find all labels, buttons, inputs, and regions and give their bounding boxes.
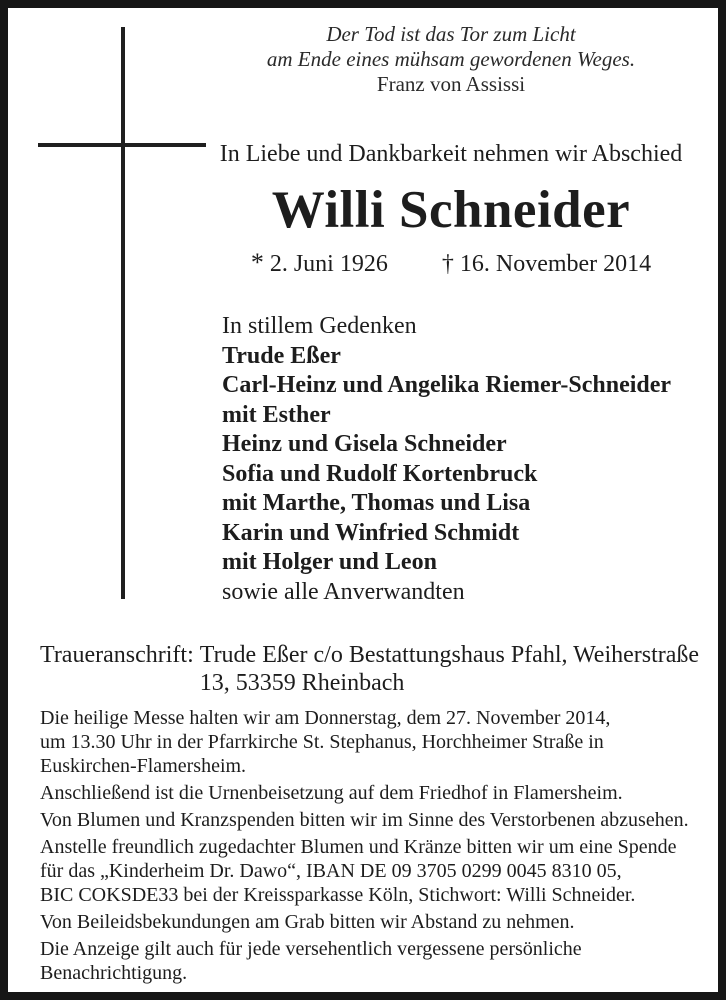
address-line-1: Trude Eßer c/o Bestattungshaus Pfahl, xyxy=(199,642,568,668)
paragraph-mass xyxy=(40,706,689,778)
quote-line-1: Der Tod ist das Tor zum Licht xyxy=(326,22,576,46)
opening-quote xyxy=(176,22,726,97)
mourner-name: Sofia und Rudolf Kortenbruck xyxy=(222,460,538,487)
mourning-heading: In stillem Gedenken xyxy=(222,313,417,339)
mourner-name: mit Marthe, Thomas und Lisa xyxy=(222,490,531,516)
life-dates xyxy=(176,248,726,279)
paragraph-flowers xyxy=(40,808,689,832)
detail-line: Die Anzeige gilt auch für jede versehentlich vergessene persönliche xyxy=(40,938,582,960)
funeral-details xyxy=(40,706,689,988)
detail-line: Von Blumen und Kranzspenden bitten wir im Sinne des Verstorbenen abzusehen. xyxy=(40,809,689,831)
detail-line: für das „Kinderheim Dr. Dawo“, IBAN DE 09 3705 0299 0045 8310 05, xyxy=(40,860,622,882)
address-line-2: Weiherstraße 13, 53359 Rheinbach xyxy=(199,642,700,696)
detail-line: Von Beileidsbekundungen am Grab bitten wir Abstand zu nehmen. xyxy=(40,911,575,933)
detail-line: Anstelle freundlich zugedachter Blumen und Kränze bitten wir um eine Spende xyxy=(40,836,677,858)
detail-line: um 13.30 Uhr in der Pfarrkirche St. Stephanus, Horchheimer Straße in xyxy=(40,731,604,753)
detail-line: Anschließend ist die Urnenbeisetzung auf dem Friedhof in Flamersheim. xyxy=(40,782,623,804)
address-value xyxy=(200,641,718,697)
death-date-text: 16. November 2014 xyxy=(459,251,652,277)
death-dagger-icon: † xyxy=(441,251,454,277)
detail-line: Benachrichtigung. xyxy=(40,962,188,984)
quote-attribution: Franz von Assissi xyxy=(376,72,526,96)
mourner-name: Heinz und Gisela Schneider xyxy=(222,431,507,457)
mourner-name: mit Holger und Leon xyxy=(222,549,437,575)
quote-line-2: am Ende eines mühsam gewordenen Weges. xyxy=(266,47,636,71)
intro-line: In Liebe und Dankbarkeit nehmen wir Abschied xyxy=(219,141,683,167)
mourning-address xyxy=(40,641,718,697)
paragraph-notification xyxy=(40,937,689,985)
cross-icon xyxy=(121,27,125,599)
mourner-name: mit Esther xyxy=(222,401,331,428)
paragraph-burial xyxy=(40,781,689,805)
detail-line: Euskirchen-Flamersheim. xyxy=(40,755,247,777)
death-date xyxy=(442,249,651,279)
detail-line: BIC COKSDE33 bei der Kreissparkasse Köln, Stichwort: Willi Schneider. xyxy=(40,884,636,906)
deceased-name: Willi Schneider xyxy=(271,181,631,239)
mourning-closing: sowie alle Anverwandten xyxy=(222,578,465,605)
birth-date xyxy=(251,248,388,279)
paragraph-condolences xyxy=(40,910,689,934)
birth-star-icon: * xyxy=(250,248,264,277)
detail-line: Die heilige Messe halten wir am Donnerstag, dem 27. November 2014, xyxy=(40,707,611,729)
address-label: Traueranschrift: xyxy=(40,642,194,668)
mourner-name: Trude Eßer xyxy=(222,342,341,369)
mourners-section xyxy=(222,312,671,607)
birth-date-text: 2. Juni 1926 xyxy=(269,251,388,277)
mourner-name: Karin und Winfried Schmidt xyxy=(222,519,520,546)
mourner-name: Carl-Heinz und Angelika Riemer-Schneider xyxy=(222,372,672,398)
paragraph-donation xyxy=(40,835,689,907)
